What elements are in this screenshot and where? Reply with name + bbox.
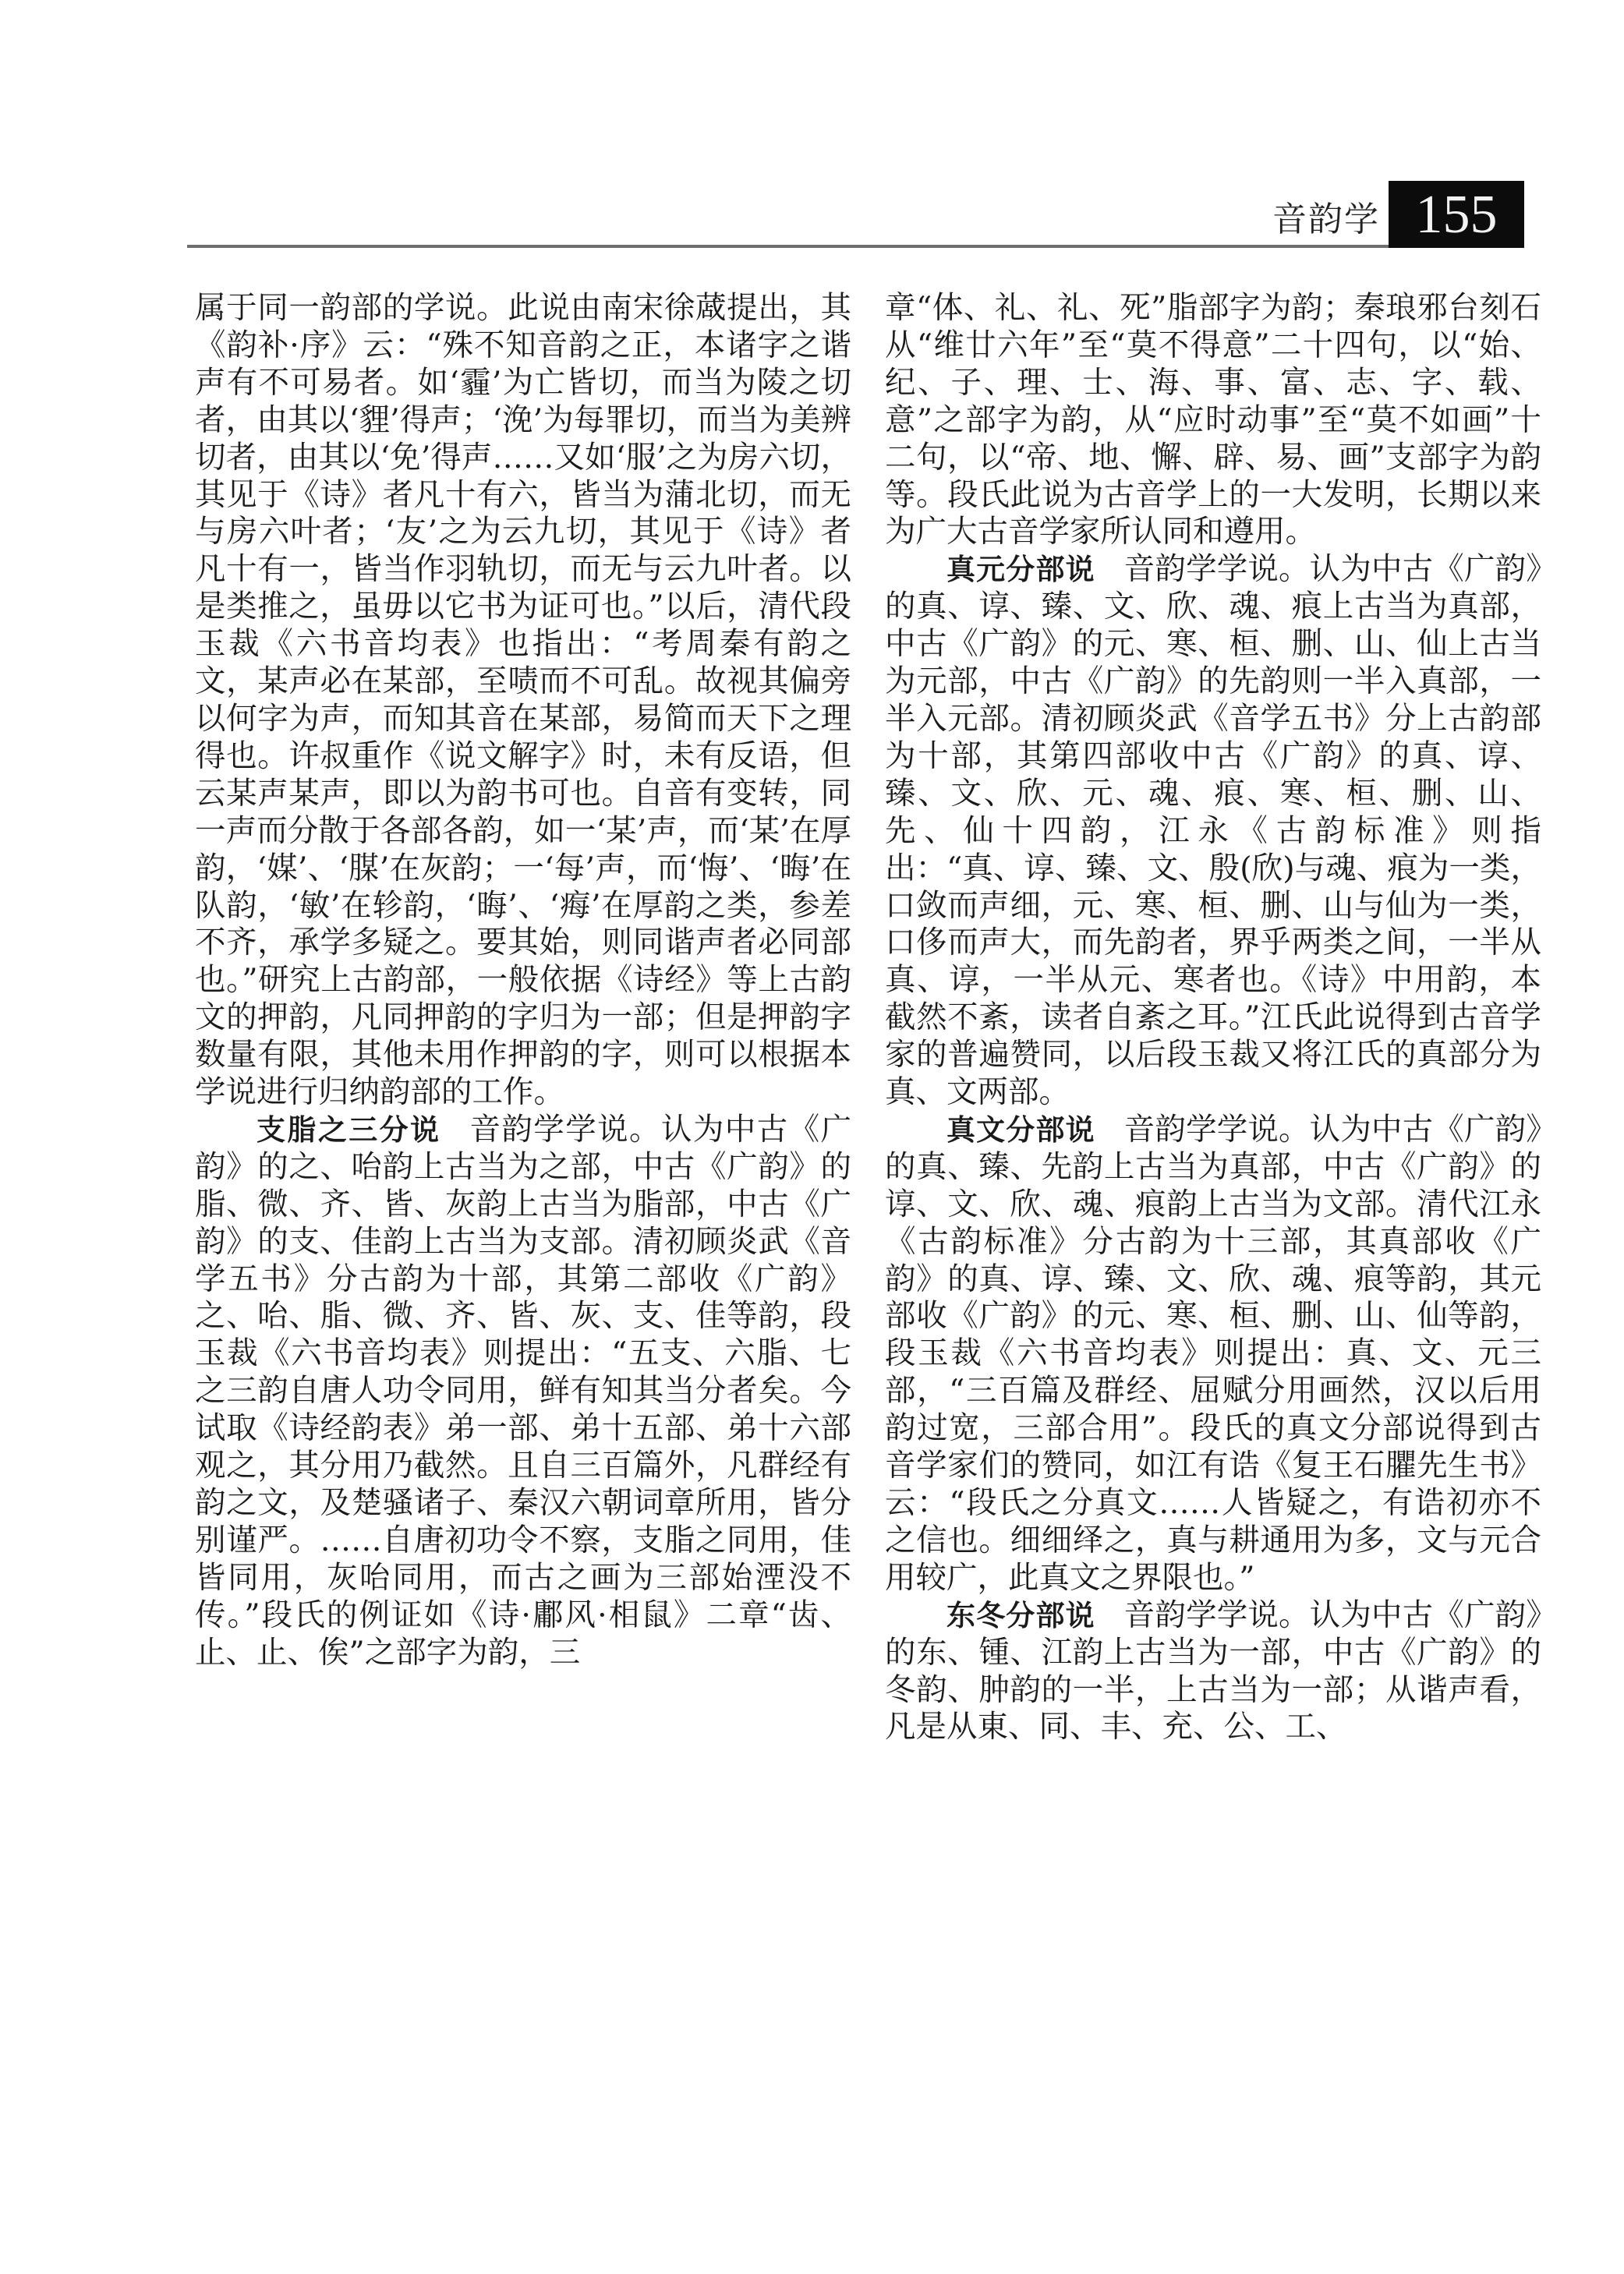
paragraph-text: 属于同一韵部的学说。此说由南宋徐蒧提出，其《韵补·序》云：“殊不知音韵之正，本诸字之谐声有不可易者。如‘霾’为亡皆切，而当为陵之切者，由其以‘貍’得声；‘浼’为每罪切，而当为美辨切者，由其以‘免’得声……又如‘服’之为房六切，其见于《诗》者凡十有六，皆当为蒲北切，而无与房六叶者；‘友’之为云九切，其见于《诗》者凡十有一，皆当作羽轨切，而无与云九叶者。以是类推之，虽毋以它书为证可也。”以后，清代段玉裁《六书音均表》也指出：“考周秦有韵之文，某声必在某部，至啧而不可乱。故视其偏旁以何字为声，而知其音在某部，易简而天下之理得也。许叔重作《说文解字》时，未有反语，但云某声某声，即以为韵书可也。自音有变转，同一声而分散于各部各韵，如一‘某’声，而‘某’在厚韵，‘媒’、‘腜’在灰韵；一‘每’声，而‘悔’、‘晦’在队韵，‘敏’在轸韵，‘晦’、‘痗’在厚韵之类，参差不齐，承学多疑之。要其始，则同谐声者必同部也。”研究上古韵部，一般依据《诗经》等上古韵文的押韵，凡同押韵的字归为一部；但是押韵字数量有限，其他未用作押韵的字，则可以根据本学说进行归纳韵部的工作。 — [195, 290, 851, 1111]
entry-zhen-yuan — [885, 551, 1541, 1112]
entry-text: 音韵学学说。认为中古《广韵》的真、谆、臻、文、欣、魂、痕上古当为真部，中古《广韵》的元、寒、桓、删、山、仙上古当为元部，中古《广韵》的先韵则一半入真部，一半入元部。清初顾炎武《音学五书》分上古韵部为十部，其第四部收中古《广韵》的真、谆、臻、文、欣、元、魂、痕、寒、桓、删、山、先、仙十四韵，江永《古韵标准》则指出：“真、谆、臻、文、殷(欣)与魂、痕为一类，口敛而声细，元、寒、桓、删、山与仙为一类，口侈而声大，而先韵者，界乎两类之间，一半从真、谆，一半从元、寒者也。《诗》中用韵，本截然不紊，读者自紊之耳。”江氏此说得到古音学家的普遍赞同，以后段玉裁又将江氏的真部分为真、文两部。 — [885, 551, 1542, 1111]
entry-dong-dong — [885, 1597, 1541, 1747]
entry-text: 音韵学学说。认为中古《广韵》的东、锺、江韵上古当为一部，中古《广韵》的冬韵、肿韵的一半，上古当为一部；从谐声看，凡是从東、同、丰、充、公、工、 — [885, 1597, 1542, 1745]
paragraph-continuation — [885, 290, 1541, 551]
running-title: 音韵学 — [1272, 200, 1380, 239]
entry-text: 音韵学学说。认为中古《广韵》的之、咍韵上古当为之部，中古《广韵》的脂、微、齐、皆、灰韵上古当为脂部，中古《广韵》的支、佳韵上古当为支部。清初顾炎武《音学五书》分古韵为十部，其第二部收《广韵》之、咍、脂、微、齐、皆、灰、支、佳等韵，段玉裁《六书音均表》则提出：“五支、六脂、七之三韵自唐人功令同用，鲜有知其当分者矣。今试取《诗经韵表》弟一部、弟十五部、弟十六部观之，其分用乃截然。且自三百篇外，凡群经有韵之文，及楚骚诸子、秦汉六朝词章所用，皆分别谨严。……自唐初功令不察，支脂之同用，佳皆同用，灰咍同用，而古之画为三部始湮没不传。”段氏的例证如《诗·鄘风·相鼠》二章“齿、止、止、俟”之部字为韵，三 — [195, 1111, 852, 1671]
entry-zhen-wen — [885, 1112, 1541, 1597]
entry-headword: 真文分部说 — [946, 1112, 1095, 1147]
entry-headword: 支脂之三分说 — [257, 1112, 441, 1147]
entry-headword: 真元分部说 — [946, 553, 1095, 587]
entry-text: 音韵学学说。认为中古《广韵》的真、臻、先韵上古当为真部，中古《广韵》的谆、文、欣、魂、痕韵上古当为文部。清代江永《古韵标准》分古韵为十三部，其真部收《广韵》的真、谆、臻、文、欣、魂、痕等韵，其元部收《广韵》的元、寒、桓、删、山、仙等韵，段玉裁《六书音均表》则提出：真、文、元三部，“三百篇及群经、屈赋分用画然，汉以后用韵过宽，三部合用”。段氏的真文分部说得到古音学家们的赞同，如江有诰《复王石臞先生书》云：“段氏之分真文……人皆疑之，有诰初亦不之信也。细细绎之，真与耕通用为多，文与元合用较广，此真文之界限也。” — [885, 1111, 1542, 1596]
header-rule — [187, 245, 1392, 248]
page-number: 155 — [1415, 185, 1498, 245]
page-number-box — [1389, 181, 1524, 248]
right-column — [885, 290, 1541, 1746]
left-column — [195, 290, 851, 1672]
paragraph-text: 章“体、礼、礼、死”脂部字为韵；秦琅邪台刻石从“维廿六年”至“莫不得意”二十四句，以“始、纪、子、理、士、海、事、富、志、字、载、意”之部字为韵，从“应时动事”至“莫不如画”十二句，以“帝、地、懈、辟、易、画”支部字为韵等。段氏此说为古音学上的一大发明，长期以来为广大古音学家所认同和遵用。 — [885, 290, 1541, 550]
page-header — [187, 181, 1525, 249]
entry-zhi-zhi-zhi — [195, 1112, 851, 1672]
paragraph-continuation — [195, 290, 851, 1112]
entry-headword: 东冬分部说 — [946, 1598, 1095, 1632]
